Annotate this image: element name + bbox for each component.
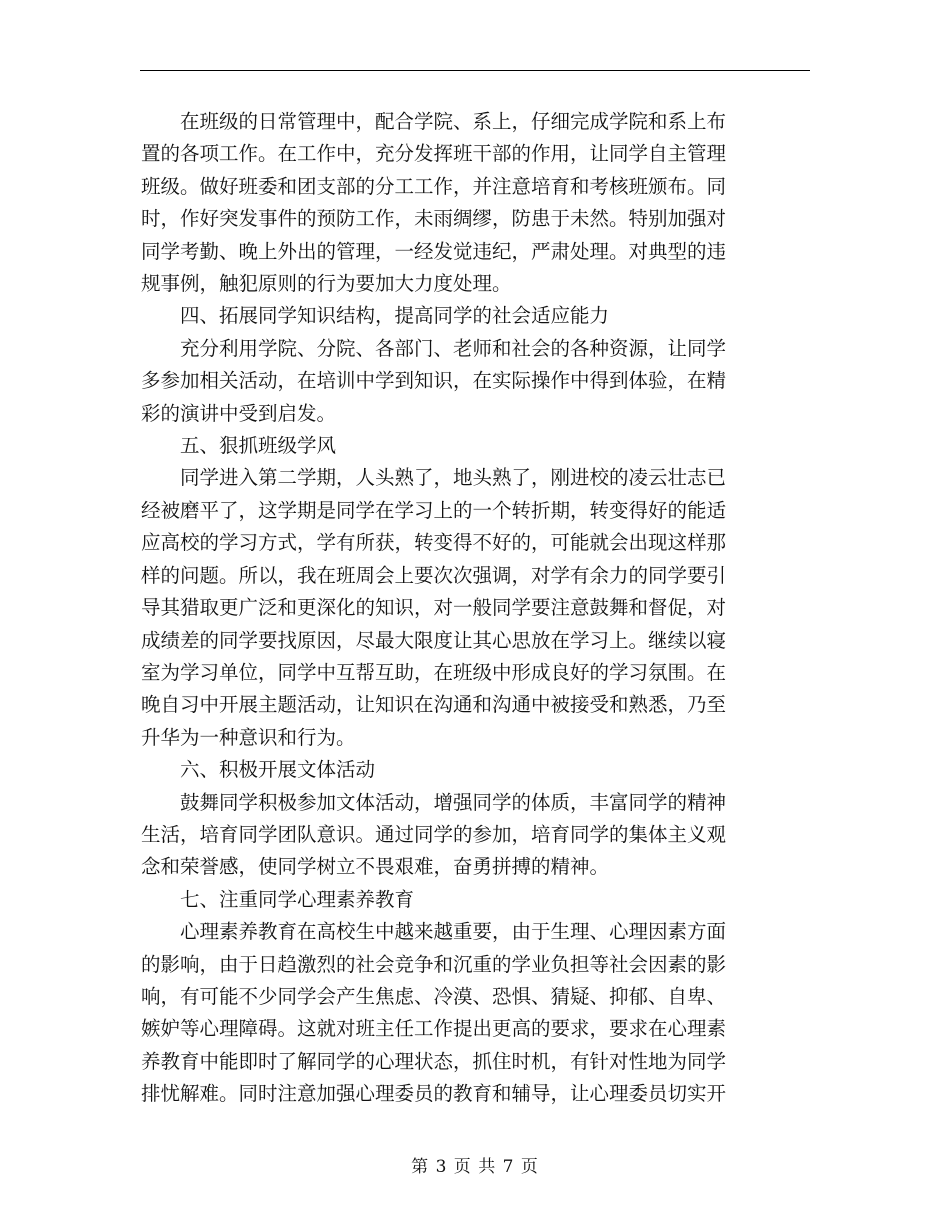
paragraph-line: 的影响，由于日趋激烈的社会竞争和沉重的学业负担等社会因素的影 [141, 952, 727, 976]
paragraph-line: 置的各项工作。在工作中，充分发挥班干部的作用，让同学自主管理 [141, 142, 727, 166]
paragraph-line: 时，作好突发事件的预防工作，未雨绸缪，防患于未然。特别加强对 [141, 207, 727, 231]
section-heading: 五、狠抓班级学风 [180, 434, 337, 458]
paragraph-line: 心理素养教育在高校生中越来越重要，由于生理、心理因素方面 [180, 920, 727, 944]
paragraph [141, 787, 811, 884]
paragraph-line: 响，有可能不少同学会产生焦虑、冷漠、恐惧、猜疑、抑郁、自卑、 [141, 984, 727, 1008]
paragraph-line: 鼓舞同学积极参加文体活动，增强同学的体质，丰富同学的精神 [180, 790, 727, 814]
paragraph-line: 成绩差的同学要找原因，尽最大限度让其心思放在学习上。继续以寝 [141, 628, 727, 652]
paragraph-line: 样的问题。所以，我在班周会上要次次强调，对学有余力的同学要引 [141, 563, 727, 587]
paragraph-line: 规事例，触犯原则的行为要加大力度处理。 [141, 272, 512, 296]
paragraph [141, 333, 811, 430]
paragraph-line: 同学进入第二学期，人头熟了，地头熟了，刚进校的凌云壮志已 [180, 466, 727, 490]
paragraph-line: 经被磨平了，这学期是同学在学习上的一个转折期，转变得好的能适 [141, 498, 727, 522]
paragraph-line: 排忧解难。同时注意加强心理委员的教育和辅导，让心理委员切实开 [141, 1082, 727, 1106]
page-footer: 第 3 页 共 7 页 [411, 1157, 539, 1177]
paragraph-line: 导其猎取更广泛和更深化的知识，对一般同学要注意鼓舞和督促，对 [141, 596, 727, 620]
paragraph-line: 念和荣誉感，使同学树立不畏艰难，奋勇拼搏的精神。 [141, 855, 610, 879]
paragraph-line: 晚自习中开展主题活动，让知识在沟通和沟通中被接受和熟悉，乃至 [141, 693, 727, 717]
paragraph-line: 充分利用学院、分院、各部门、老师和社会的各种资源，让同学 [180, 336, 727, 360]
paragraph [141, 106, 811, 300]
paragraph-line: 嫉妒等心理障碍。这就对班主任工作提出更高的要求，要求在心理素 [141, 1017, 727, 1041]
paragraph-line: 同学考勤、晚上外出的管理，一经发觉违纪，严肃处理。对典型的违 [141, 239, 727, 263]
header-rule [140, 70, 810, 71]
paragraph-line: 升华为一种意识和行为。 [141, 725, 356, 749]
paragraph-line: 室为学习单位，同学中互帮互助，在班级中形成良好的学习氛围。在 [141, 660, 727, 684]
paragraph-line: 养教育中能即时了解同学的心理状态，抓住时机，有针对性地为同学 [141, 1049, 727, 1073]
paragraph-line: 多参加相关活动，在培训中学到知识，在实际操作中得到体验，在精 [141, 369, 727, 393]
paragraph-line: 生活，培育同学团队意识。通过同学的参加，培育同学的集体主义观 [141, 822, 727, 846]
paragraph [141, 916, 811, 1110]
paragraph-line: 在班级的日常管理中，配合学院、系上，仔细完成学院和系上布 [180, 110, 727, 133]
section-heading: 四、拓展同学知识结构，提高同学的社会适应能力 [180, 304, 610, 328]
paragraph-line: 彩的演讲中受到启发。 [141, 401, 337, 425]
section-heading: 六、积极开展文体活动 [180, 758, 376, 782]
paragraph [141, 462, 811, 754]
document-body [141, 106, 811, 1111]
paragraph-line: 班级。做好班委和团支部的分工工作，并注意培育和考核班颁布。同 [141, 174, 727, 198]
section-heading: 七、注重同学心理素养教育 [180, 887, 415, 911]
paragraph-line: 应高校的学习方式，学有所获，转变得不好的，可能就会出现这样那 [141, 531, 727, 555]
